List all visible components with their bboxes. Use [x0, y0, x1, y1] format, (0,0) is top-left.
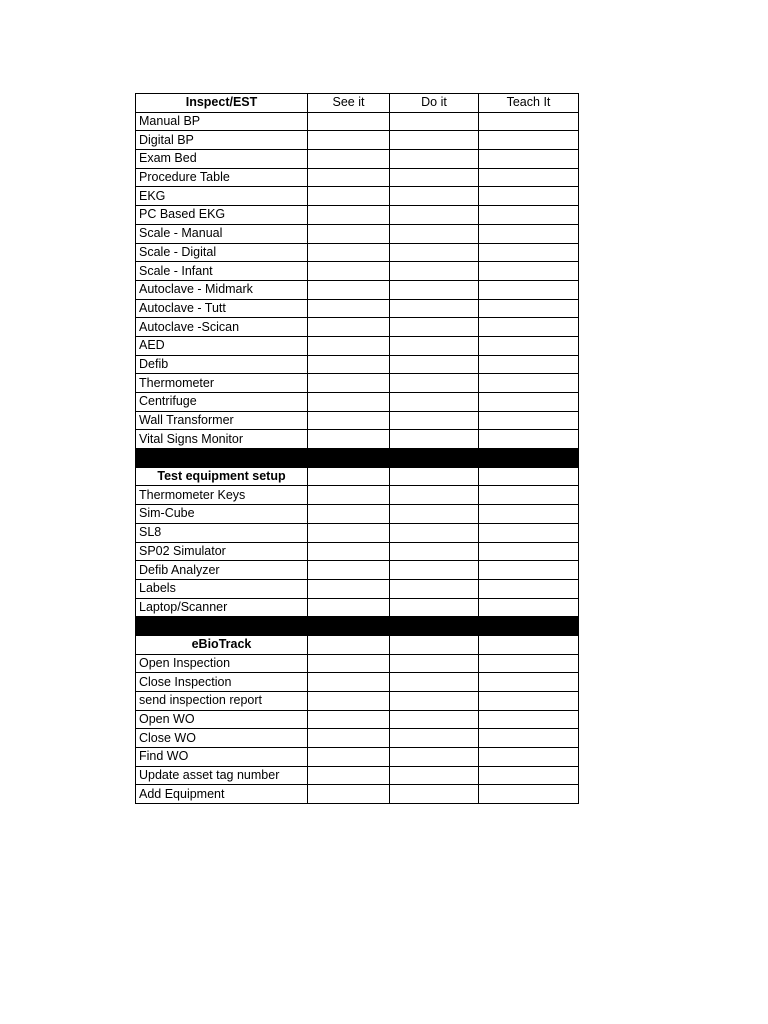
check-cell[interactable] [390, 748, 479, 767]
check-cell[interactable] [308, 766, 390, 785]
check-cell[interactable] [390, 729, 479, 748]
header-cell [390, 635, 479, 654]
table-row [136, 748, 579, 767]
check-cell[interactable] [308, 262, 390, 281]
item-label: Defib Analyzer [136, 561, 308, 580]
item-label: Autoclave - Midmark [136, 280, 308, 299]
check-cell[interactable] [390, 654, 479, 673]
check-cell[interactable] [479, 710, 579, 729]
table-row [136, 654, 579, 673]
table-row [136, 168, 579, 187]
item-label: send inspection report [136, 692, 308, 711]
check-cell[interactable] [308, 505, 390, 524]
check-cell[interactable] [390, 112, 479, 131]
item-label: Add Equipment [136, 785, 308, 804]
check-cell[interactable] [479, 598, 579, 617]
header-cell [479, 635, 579, 654]
check-cell[interactable] [390, 579, 479, 598]
check-cell[interactable] [390, 187, 479, 206]
item-label: Find WO [136, 748, 308, 767]
check-cell[interactable] [479, 523, 579, 542]
item-label: Scale - Manual [136, 224, 308, 243]
table-row [136, 785, 579, 804]
check-cell[interactable] [479, 654, 579, 673]
checklist-body [136, 94, 579, 804]
table-row [136, 505, 579, 524]
check-cell[interactable] [308, 710, 390, 729]
check-cell[interactable] [390, 243, 479, 262]
check-cell[interactable] [479, 224, 579, 243]
check-cell[interactable] [308, 393, 390, 412]
table-row [136, 112, 579, 131]
check-cell[interactable] [479, 336, 579, 355]
column-header: Do it [390, 94, 479, 113]
check-cell[interactable] [479, 206, 579, 225]
check-cell[interactable] [479, 561, 579, 580]
check-cell[interactable] [308, 523, 390, 542]
check-cell[interactable] [479, 150, 579, 169]
table-row [136, 206, 579, 225]
column-header: See it [308, 94, 390, 113]
table-row [136, 393, 579, 412]
check-cell[interactable] [308, 150, 390, 169]
check-cell[interactable] [479, 280, 579, 299]
item-label: Scale - Infant [136, 262, 308, 281]
check-cell[interactable] [390, 374, 479, 393]
table-row [136, 374, 579, 393]
section-header-row [136, 635, 579, 654]
section-header-row [136, 467, 579, 486]
section-header-row [136, 94, 579, 113]
check-cell[interactable] [308, 318, 390, 337]
item-label: Close Inspection [136, 673, 308, 692]
item-label: Sim-Cube [136, 505, 308, 524]
check-cell[interactable] [390, 131, 479, 150]
column-header: Teach It [479, 94, 579, 113]
check-cell[interactable] [308, 673, 390, 692]
check-cell[interactable] [479, 766, 579, 785]
section-heading: Test equipment setup [136, 467, 308, 486]
check-cell[interactable] [390, 542, 479, 561]
check-cell[interactable] [390, 336, 479, 355]
check-cell[interactable] [479, 748, 579, 767]
table-row [136, 224, 579, 243]
check-cell[interactable] [390, 411, 479, 430]
check-cell[interactable] [390, 168, 479, 187]
item-label: Update asset tag number [136, 766, 308, 785]
table-row [136, 729, 579, 748]
table-row [136, 692, 579, 711]
item-label: SP02 Simulator [136, 542, 308, 561]
check-cell[interactable] [308, 206, 390, 225]
table-row [136, 243, 579, 262]
table-row [136, 131, 579, 150]
check-cell[interactable] [390, 280, 479, 299]
check-cell[interactable] [479, 112, 579, 131]
check-cell[interactable] [479, 243, 579, 262]
checklist-table [135, 93, 579, 804]
header-cell [479, 467, 579, 486]
check-cell[interactable] [308, 692, 390, 711]
check-cell[interactable] [390, 150, 479, 169]
check-cell[interactable] [479, 673, 579, 692]
check-cell[interactable] [390, 598, 479, 617]
table-row [136, 561, 579, 580]
check-cell[interactable] [479, 505, 579, 524]
check-cell[interactable] [479, 692, 579, 711]
table-row [136, 523, 579, 542]
check-cell[interactable] [308, 598, 390, 617]
table-row [136, 187, 579, 206]
check-cell[interactable] [390, 318, 479, 337]
check-cell[interactable] [390, 561, 479, 580]
check-cell[interactable] [308, 168, 390, 187]
check-cell[interactable] [308, 187, 390, 206]
check-cell[interactable] [390, 673, 479, 692]
item-label: Close WO [136, 729, 308, 748]
item-label: Procedure Table [136, 168, 308, 187]
check-cell[interactable] [390, 692, 479, 711]
check-cell[interactable] [479, 393, 579, 412]
item-label: Autoclave - Tutt [136, 299, 308, 318]
check-cell[interactable] [479, 299, 579, 318]
item-label: SL8 [136, 523, 308, 542]
check-cell[interactable] [308, 374, 390, 393]
table-row [136, 336, 579, 355]
item-label: Labels [136, 579, 308, 598]
check-cell[interactable] [390, 486, 479, 505]
section-divider [136, 617, 579, 636]
check-cell[interactable] [308, 411, 390, 430]
check-cell[interactable] [390, 505, 479, 524]
check-cell[interactable] [479, 187, 579, 206]
item-label: Open WO [136, 710, 308, 729]
item-label: Thermometer Keys [136, 486, 308, 505]
check-cell[interactable] [479, 131, 579, 150]
table-row [136, 542, 579, 561]
table-row [136, 280, 579, 299]
check-cell[interactable] [308, 654, 390, 673]
header-cell [390, 467, 479, 486]
item-label: Centrifuge [136, 393, 308, 412]
check-cell[interactable] [479, 579, 579, 598]
check-cell[interactable] [390, 393, 479, 412]
check-cell[interactable] [308, 430, 390, 449]
check-cell[interactable] [390, 430, 479, 449]
check-cell[interactable] [308, 131, 390, 150]
check-cell[interactable] [479, 785, 579, 804]
table-row [136, 673, 579, 692]
check-cell[interactable] [479, 411, 579, 430]
item-label: Manual BP [136, 112, 308, 131]
check-cell[interactable] [390, 710, 479, 729]
section-heading: eBioTrack [136, 635, 308, 654]
table-row [136, 710, 579, 729]
table-row [136, 579, 579, 598]
check-cell[interactable] [390, 224, 479, 243]
item-label: PC Based EKG [136, 206, 308, 225]
table-row [136, 766, 579, 785]
check-cell[interactable] [479, 168, 579, 187]
table-row [136, 150, 579, 169]
check-cell[interactable] [308, 561, 390, 580]
check-cell[interactable] [308, 748, 390, 767]
check-cell[interactable] [308, 542, 390, 561]
table-row [136, 262, 579, 281]
check-cell[interactable] [308, 243, 390, 262]
check-cell[interactable] [308, 224, 390, 243]
item-label: Laptop/Scanner [136, 598, 308, 617]
item-label: Defib [136, 355, 308, 374]
check-cell[interactable] [479, 374, 579, 393]
section-divider [136, 449, 579, 468]
check-cell[interactable] [479, 262, 579, 281]
check-cell[interactable] [479, 318, 579, 337]
check-cell[interactable] [308, 336, 390, 355]
item-label: Digital BP [136, 131, 308, 150]
check-cell[interactable] [390, 355, 479, 374]
item-label: Autoclave -Scican [136, 318, 308, 337]
check-cell[interactable] [308, 729, 390, 748]
table-row [136, 318, 579, 337]
table-row [136, 430, 579, 449]
check-cell[interactable] [308, 280, 390, 299]
check-cell[interactable] [390, 206, 479, 225]
check-cell[interactable] [390, 785, 479, 804]
table-row [136, 355, 579, 374]
check-cell[interactable] [390, 766, 479, 785]
check-cell[interactable] [479, 486, 579, 505]
table-row [136, 411, 579, 430]
check-cell[interactable] [308, 785, 390, 804]
item-label: Wall Transformer [136, 411, 308, 430]
check-cell[interactable] [479, 542, 579, 561]
check-cell[interactable] [390, 299, 479, 318]
table-row [136, 486, 579, 505]
table-row [136, 598, 579, 617]
check-cell[interactable] [308, 579, 390, 598]
item-label: Thermometer [136, 374, 308, 393]
check-cell[interactable] [479, 355, 579, 374]
item-label: Exam Bed [136, 150, 308, 169]
header-cell [308, 635, 390, 654]
check-cell[interactable] [479, 729, 579, 748]
check-cell[interactable] [308, 486, 390, 505]
section-heading: Inspect/EST [136, 94, 308, 113]
table-row [136, 299, 579, 318]
item-label: EKG [136, 187, 308, 206]
item-label: Open Inspection [136, 654, 308, 673]
check-cell[interactable] [308, 355, 390, 374]
check-cell[interactable] [390, 262, 479, 281]
section-divider-cell [136, 449, 579, 468]
item-label: Scale - Digital [136, 243, 308, 262]
check-cell[interactable] [479, 430, 579, 449]
check-cell[interactable] [308, 112, 390, 131]
check-cell[interactable] [308, 299, 390, 318]
section-divider-cell [136, 617, 579, 636]
check-cell[interactable] [390, 523, 479, 542]
item-label: AED [136, 336, 308, 355]
header-cell [308, 467, 390, 486]
item-label: Vital Signs Monitor [136, 430, 308, 449]
